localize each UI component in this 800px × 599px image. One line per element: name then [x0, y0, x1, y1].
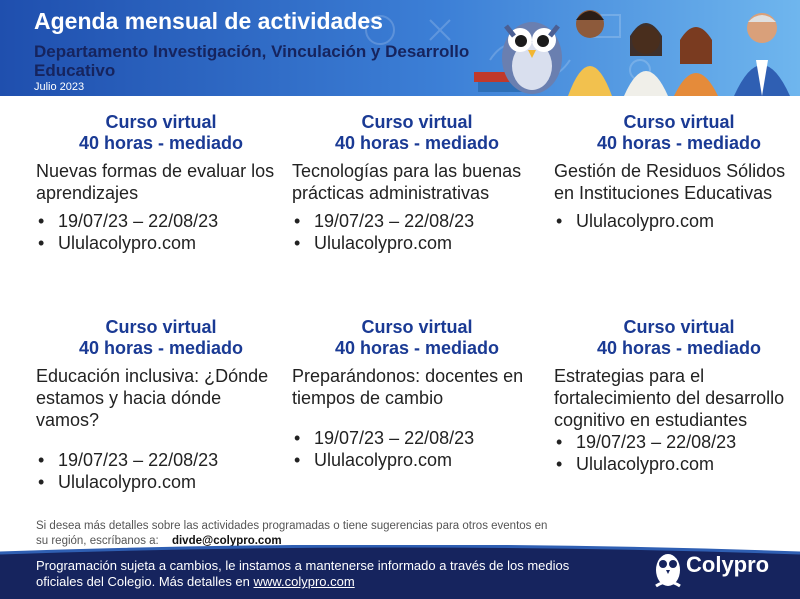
colypro-logo-text: Colypro [686, 552, 770, 577]
page-title: Agenda mensual de actividades [34, 8, 383, 34]
month-label: Julio 2023 [34, 81, 85, 93]
department-subtitle: Departamento Investigación, Vinculación y Desarrollo Educativo [34, 42, 470, 80]
bullet-icon: • [38, 472, 45, 492]
bullet-icon: • [38, 450, 45, 470]
contact-text: Si desea más detalles sobre las actividades programadas o tiene sugerencias para otros eventos en su región, escríbanos a: [36, 520, 548, 547]
course-dates-text: 19/07/23 – 22/08/23 [58, 211, 219, 231]
course-card [36, 112, 286, 254]
course-name: Tecnologías para las buenas prácticas administrativas [292, 161, 522, 203]
course-type: Curso virtual [361, 112, 473, 132]
course-type: Curso virtual [105, 112, 217, 132]
course-type: Curso virtual [105, 317, 217, 337]
course-dates [36, 449, 286, 471]
course-platform[interactable] [292, 449, 542, 471]
course-card [554, 317, 800, 475]
course-details [554, 210, 800, 232]
course-platform[interactable] [36, 471, 286, 493]
bullet-icon: • [556, 211, 563, 231]
course-platform[interactable] [554, 210, 800, 232]
course-name: Preparándonos: docentes en tiempos de cambio [292, 366, 524, 408]
course-platform[interactable] [554, 453, 800, 475]
bullet-icon: • [556, 432, 563, 452]
course-card [292, 317, 542, 471]
course-dates-text: 19/07/23 – 22/08/23 [576, 432, 737, 452]
course-hours: 40 horas - mediado [78, 133, 244, 153]
course-card [554, 112, 800, 232]
course-dates [36, 210, 286, 232]
course-hours: 40 horas - mediado [596, 133, 762, 153]
course-details [292, 427, 542, 471]
course-name: Estrategias para el fortalecimiento del desarrollo cognitivo en estudiantes [554, 366, 785, 430]
course-platform[interactable] [36, 232, 286, 254]
bullet-icon: • [294, 211, 301, 231]
course-dates-text: 19/07/23 – 22/08/23 [314, 428, 475, 448]
header-banner [0, 0, 800, 96]
course-platform-text: Ululacolypro.com [576, 211, 715, 231]
course-details [292, 210, 542, 254]
course-details [36, 449, 286, 493]
course-hours: 40 horas - mediado [596, 338, 762, 358]
course-platform-text: Ululacolypro.com [58, 233, 197, 253]
course-hours: 40 horas - mediado [334, 338, 500, 358]
bullet-icon: • [38, 211, 45, 231]
bullet-icon: • [294, 428, 301, 448]
course-hours: 40 horas - mediado [78, 338, 244, 358]
course-dates [292, 427, 542, 449]
course-dates [292, 210, 542, 232]
course-platform-text: Ululacolypro.com [58, 472, 197, 492]
course-type: Curso virtual [361, 317, 473, 337]
course-type: Curso virtual [623, 112, 735, 132]
bullet-icon: • [556, 454, 563, 474]
bullet-icon: • [294, 450, 301, 470]
website-link[interactable]: www.colypro.com [253, 574, 355, 589]
footer-notice-text: Programación sujeta a cambios, le instamos a mantenerse informado a través de los medios oficiales del Colegio. Más detalles en [36, 558, 570, 589]
course-name: Educación inclusiva: ¿Dónde estamos y hacia dónde vamos? [36, 366, 269, 430]
course-dates [554, 431, 800, 453]
course-dates-text: 19/07/23 – 22/08/23 [314, 211, 475, 231]
footer-notice [36, 558, 576, 590]
course-hours: 40 horas - mediado [334, 133, 500, 153]
course-platform-text: Ululacolypro.com [314, 450, 453, 470]
people-illustration-icon [566, 0, 800, 96]
course-card [36, 317, 286, 493]
course-card [292, 112, 542, 254]
bullet-icon: • [294, 233, 301, 253]
course-name: Nuevas formas de evaluar los aprendizajes [36, 161, 275, 203]
course-platform-text: Ululacolypro.com [576, 454, 715, 474]
owl-mascot-icon [470, 6, 580, 96]
bullet-icon: • [38, 233, 45, 253]
course-platform-text: Ululacolypro.com [314, 233, 453, 253]
course-name: Gestión de Residuos Sólidos en Instituciones Educativas [554, 161, 786, 203]
course-type: Curso virtual [623, 317, 735, 337]
course-details [36, 210, 286, 254]
course-dates-text: 19/07/23 – 22/08/23 [58, 450, 219, 470]
course-platform[interactable] [292, 232, 542, 254]
contact-email-link[interactable]: divde@colypro.com [171, 535, 282, 547]
course-details [554, 431, 800, 475]
